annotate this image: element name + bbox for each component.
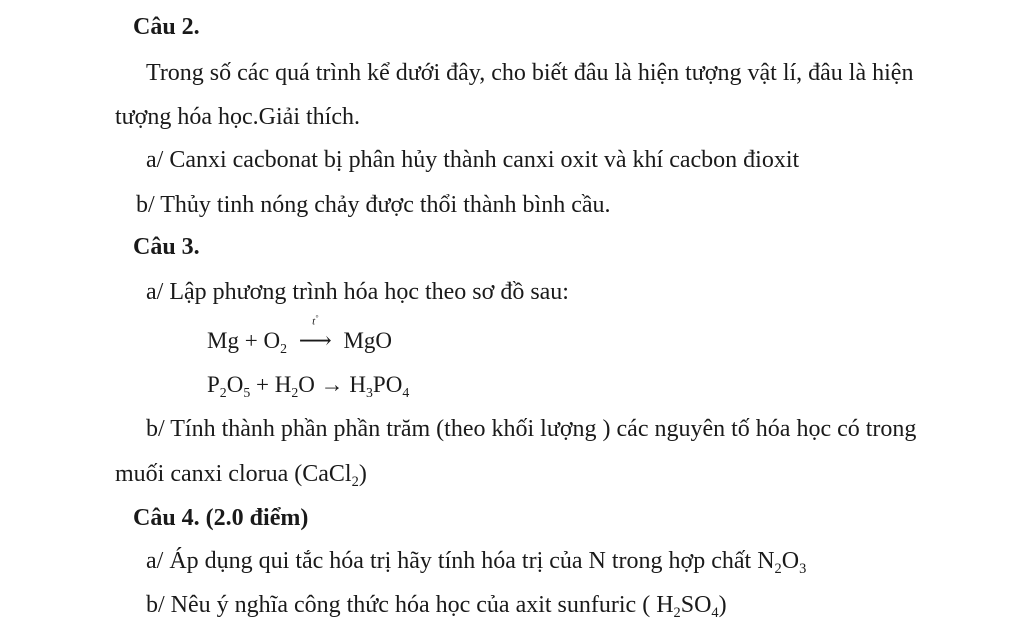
- eq2-reactant-2: $H_2O$: [274, 372, 315, 400]
- eq1-product: MgO: [343, 328, 393, 353]
- question-2-intro-line-1: Trong số các quá trình kể dưới đây, cho biết đâu là hiện tượng vật lí, đâu là hiện: [146, 60, 914, 86]
- eq1-reactant-1: Mg: [207, 328, 239, 353]
- question-2-intro-line-2: tượng hóa học.Giải thích.: [115, 104, 360, 130]
- question-2-heading: Câu 2.: [133, 14, 200, 40]
- question-3-item-a: a/ Lập phương trình hóa học theo sơ đồ sau:: [146, 279, 569, 305]
- eq2-arrow: →: [320, 372, 344, 397]
- eq1-plus: +: [244, 328, 258, 353]
- question-4-heading: Câu 4. (2.0 điểm): [133, 505, 309, 531]
- equation-2: [207, 370, 409, 400]
- eq2-plus: +: [255, 372, 269, 397]
- question-2-item-b: b/ Thủy tinh nóng chảy được thổi thành bình cầu.: [136, 192, 611, 218]
- question-4-item-a: a/ Áp dụng qui tắc hóa trị hãy tính hóa trị của N trong hợp chất $N_2O_3$: [146, 548, 807, 578]
- eq2-reactant-1: $P_2O_5$: [207, 372, 251, 400]
- question-3-item-b-line-2: muối canxi clorua (CaCl$_2$): [115, 461, 367, 491]
- eq1-reactant-2: $O_2$: [263, 328, 287, 356]
- eq1-condition: t°: [312, 313, 319, 328]
- question-4-item-b: b/ Nêu ý nghĩa công thức hóa học của axit sunfuric ( $H_2SO_4$): [146, 592, 727, 622]
- question-2-item-a: a/ Canxi cacbonat bị phân hủy thành canxi oxit và khí cacbon đioxit: [146, 147, 800, 173]
- eq2-product: $H_3PO_4$: [349, 372, 410, 400]
- equation-1: [207, 313, 393, 356]
- eq1-arrow: t° ⟶: [298, 313, 332, 353]
- question-3-heading: Câu 3.: [133, 234, 200, 260]
- question-3-item-b-line-1: b/ Tính thành phần phần trăm (theo khối lượng ) các nguyên tố hóa học có trong: [146, 416, 917, 442]
